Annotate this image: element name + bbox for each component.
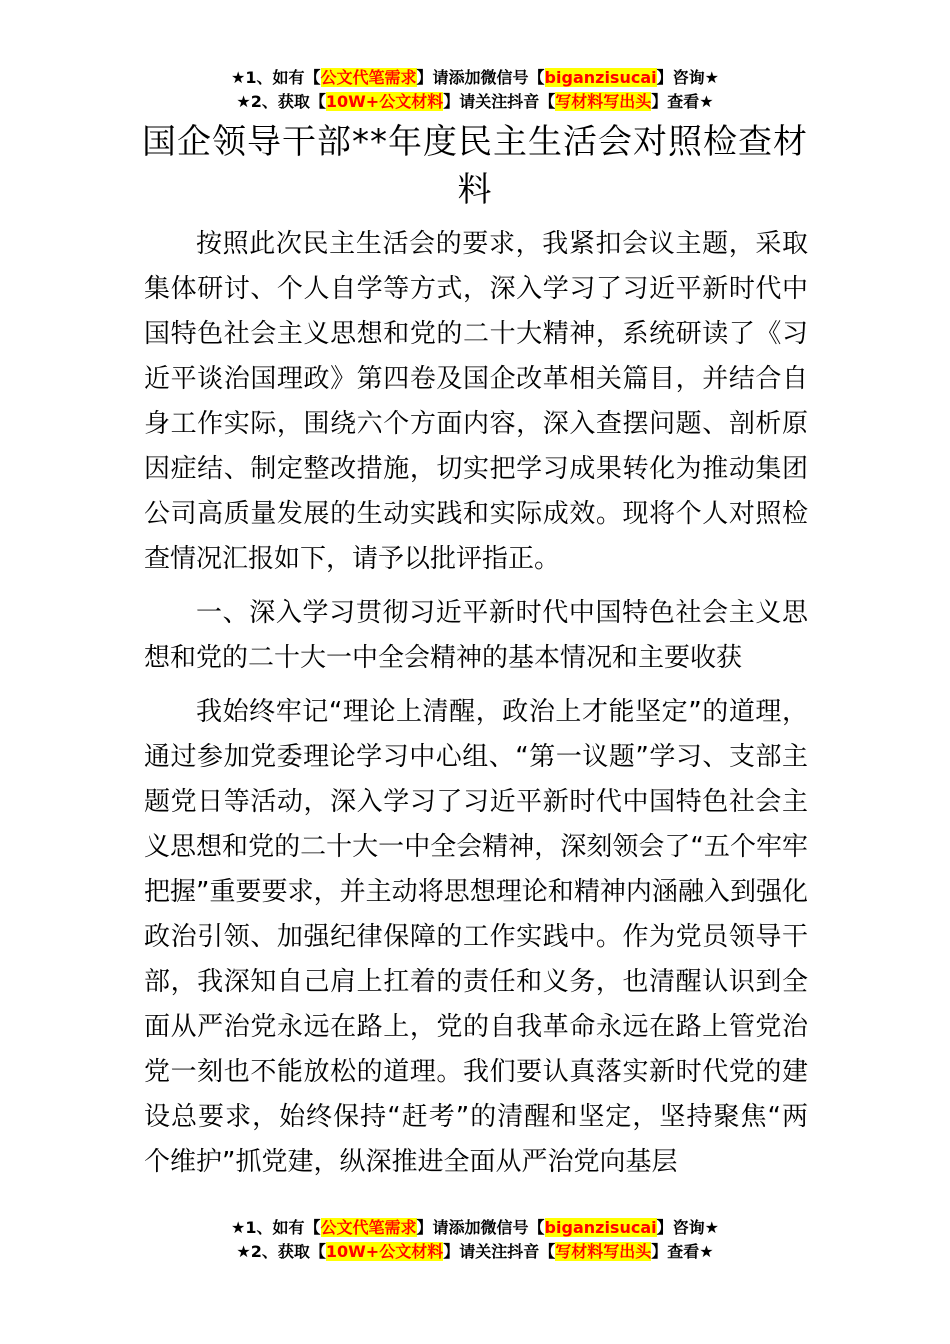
banner-line-2 <box>0 1240 950 1264</box>
banner-highlight: 写材料写出头 <box>555 1242 652 1261</box>
paragraph-intro: 按照此次民主生活会的要求，我紧扣会议主题，采取集体研讨、个人自学等方式，深入学习了习近平新时代中国特色社会主义思想和党的二十大精神，系统研读了《习近平谈治国理政》第四卷及国企改革相关篇目，并结合自身工作实际，围绕六个方面内容，深入查摆问题、剖析原因症结、制定整改措施，切实把学习成果转化为推动集团公司高质量发展的生动实践和实际成效。现将个人对照检查情况汇报如下，请予以批评指正。 <box>144 229 808 574</box>
banner-text: ★1、如有【 <box>231 1218 321 1237</box>
banner-text: ★2、获取【 <box>236 92 326 111</box>
document-body <box>144 222 808 1194</box>
banner-text: 】咨询★ <box>656 1218 719 1237</box>
banner-text: ★1、如有【 <box>231 68 321 87</box>
banner-text: 】咨询★ <box>656 68 719 87</box>
banner-line-2 <box>0 90 950 114</box>
banner-highlight: 公文代笔需求 <box>320 68 417 87</box>
banner-text: 】请关注抖音【 <box>443 92 556 111</box>
banner-text: 】查看★ <box>651 92 714 111</box>
banner-text: 】请添加微信号【 <box>416 1218 545 1237</box>
banner-highlight: biganzisucai <box>544 1218 657 1237</box>
paragraph-body: 我始终牢记“理论上清醒，政治上才能坚定”的道理，通过参加党委理论学习中心组、“第一议题”学习、支部主题党日等活动，深入学习了习近平新时代中国特色社会主义思想和党的二十大一中全会精神，深刻领会了“五个牢牢把握”重要要求，并主动将思想理论和精神内涵融入到强化政治引领、加强纪律保障的工作实践中。作为党员领导干部，我深知自己肩上扛着的责任和义务，也清醒认识到全面从严治党永远在路上，党的自我革命永远在路上管党治党一刻也不能放松的道理。我们要认真落实新时代党的建设总要求，始终保持“赶考”的清醒和坚定，坚持聚焦“两个维护”抓党建，纵深推进全面从严治党向基层 <box>144 697 808 1177</box>
banner-highlight: 公文代笔需求 <box>320 1218 417 1237</box>
banner-text: ★2、获取【 <box>236 1242 326 1261</box>
banner-highlight: biganzisucai <box>544 68 657 87</box>
header-banner <box>0 66 950 114</box>
banner-line-1 <box>0 66 950 90</box>
footer-banner <box>0 1216 950 1264</box>
section-heading: 一、深入学习贯彻习近平新时代中国特色社会主义思想和党的二十大一中全会精神的基本情况和主要收获 <box>144 598 808 673</box>
banner-highlight: 10W+公文材料 <box>325 1242 444 1261</box>
banner-text: 】请添加微信号【 <box>416 68 545 87</box>
banner-text: 】请关注抖音【 <box>443 1242 556 1261</box>
banner-line-1 <box>0 1216 950 1240</box>
banner-highlight: 10W+公文材料 <box>325 92 444 111</box>
banner-highlight: 写材料写出头 <box>555 92 652 111</box>
banner-text: 】查看★ <box>651 1242 714 1261</box>
document-title: 国企领导干部**年度民主生活会对照检查材料 <box>142 122 808 210</box>
